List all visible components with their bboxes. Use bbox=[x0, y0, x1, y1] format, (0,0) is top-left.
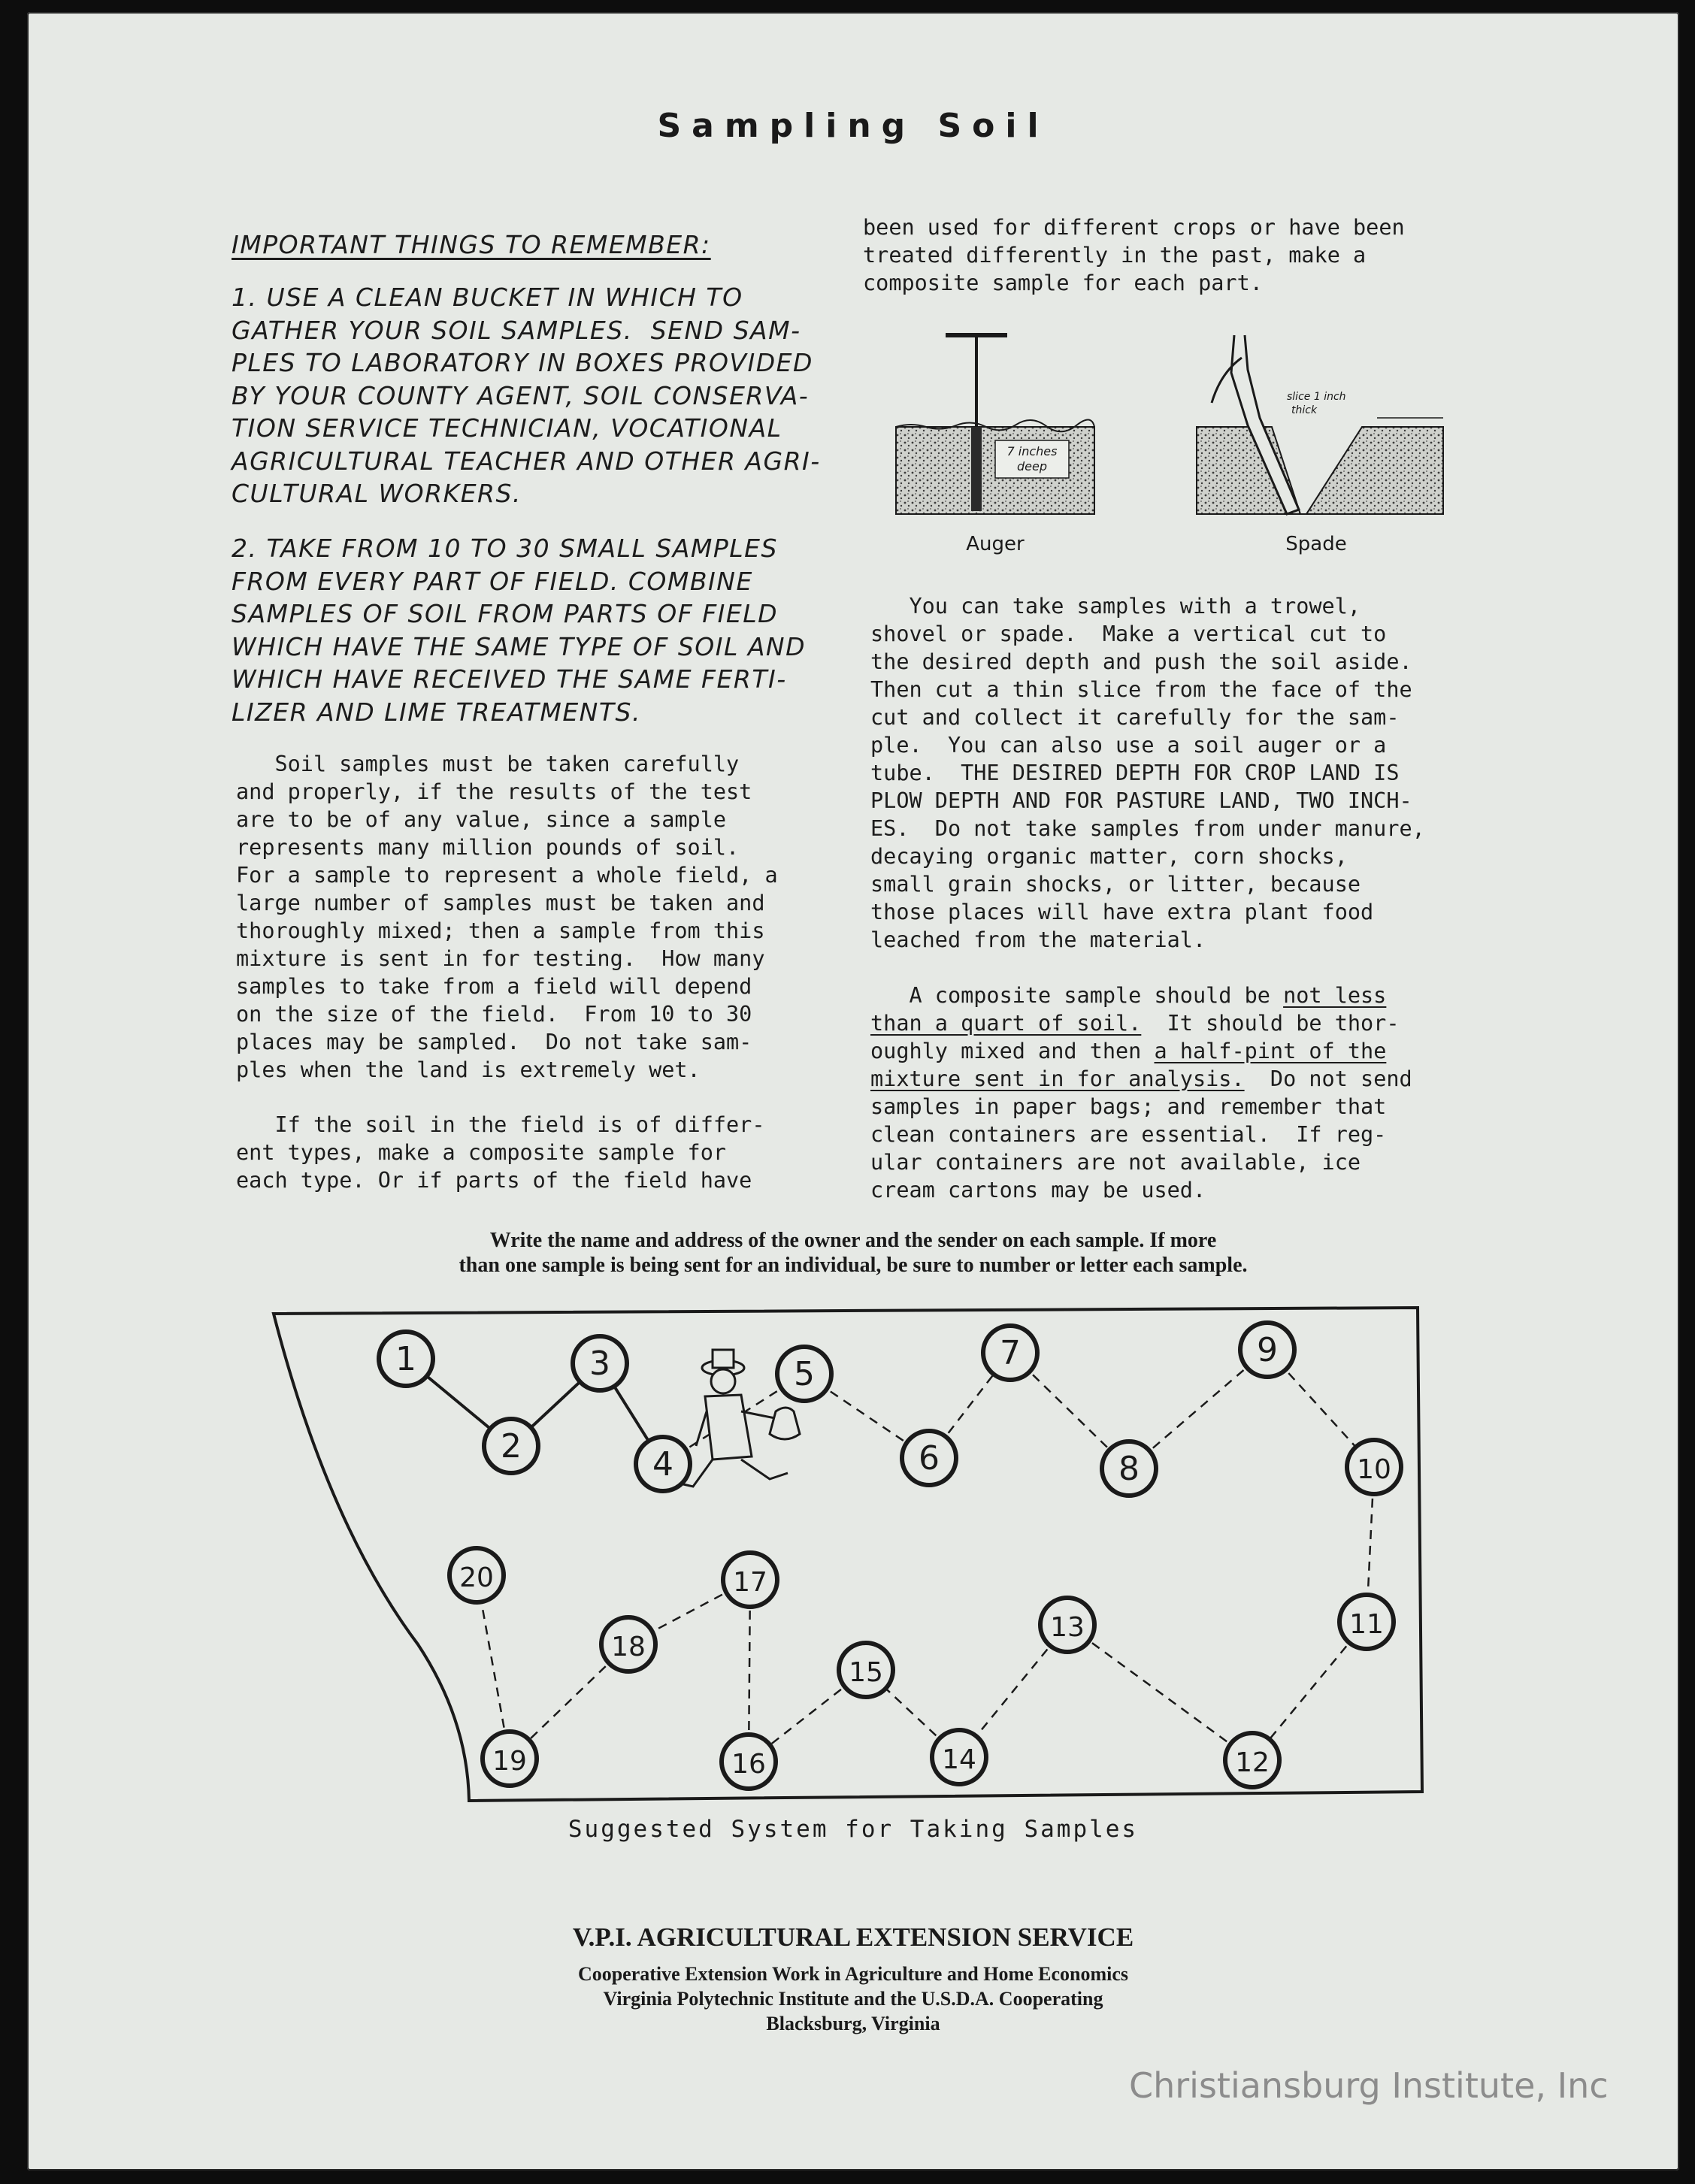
text-line: large number of samples must be taken and bbox=[236, 891, 765, 915]
footer-line-3: Blacksburg, Virginia bbox=[766, 2013, 940, 2034]
taking-samples-paragraph bbox=[870, 592, 1425, 954]
sample-point-10 bbox=[1347, 1440, 1401, 1494]
sample-point-16 bbox=[722, 1735, 776, 1789]
text-line: PLES TO LABORATORY IN BOXES PROVIDED bbox=[232, 348, 813, 377]
remember-heading: IMPORTANT THINGS TO REMEMBER: bbox=[232, 230, 711, 259]
sample-point-label: 20 bbox=[459, 1562, 494, 1593]
sample-point-label: 9 bbox=[1257, 1331, 1278, 1369]
sample-point-label: 15 bbox=[849, 1657, 883, 1688]
sample-point-1 bbox=[379, 1332, 433, 1386]
sample-point-label: 7 bbox=[1000, 1334, 1021, 1372]
text-line: ples when the land is extremely wet. bbox=[236, 1057, 701, 1082]
text-line: ES. Do not take samples from under manure, bbox=[870, 816, 1425, 841]
sample-point-17 bbox=[723, 1553, 777, 1607]
text-line: You can take samples with a trowel, bbox=[870, 594, 1361, 619]
sample-point-13 bbox=[1040, 1598, 1094, 1652]
composite-continued-paragraph bbox=[863, 213, 1405, 297]
text-line: Then cut a thin slice from the face of the bbox=[870, 677, 1412, 702]
sample-point-label: 11 bbox=[1349, 1609, 1384, 1640]
text-line: AGRICULTURAL TEACHER AND OTHER AGRI- bbox=[232, 446, 821, 476]
text-line: shovel or spade. Make a vertical cut to bbox=[870, 622, 1387, 646]
soil-types-paragraph bbox=[236, 1111, 765, 1194]
spade-slice-note-2: thick bbox=[1291, 404, 1318, 416]
sample-point-15 bbox=[839, 1643, 893, 1697]
sample-point-label: 18 bbox=[611, 1632, 646, 1662]
sample-point-label: 13 bbox=[1050, 1612, 1085, 1643]
text-line: those places will have extra plant food bbox=[870, 900, 1374, 924]
text-line: decaying organic matter, corn shocks, bbox=[870, 844, 1348, 869]
sample-point-label: 1 bbox=[395, 1340, 416, 1378]
text-line: clean containers are essential. If reg- bbox=[870, 1122, 1387, 1147]
text-line: PLOW DEPTH AND FOR PASTURE LAND, TWO INCH- bbox=[870, 788, 1412, 813]
sample-point-label: 4 bbox=[652, 1445, 673, 1484]
sample-point-label: 10 bbox=[1357, 1454, 1391, 1485]
emphasized-phrase: mixture sent in for analysis. bbox=[870, 1066, 1245, 1091]
sampling-tools-illustration bbox=[881, 313, 1452, 568]
text-line: been used for different crops or have been bbox=[863, 215, 1405, 240]
auger-depth-note-2: deep bbox=[1017, 459, 1047, 473]
text-line: small grain shocks, or litter, because bbox=[870, 872, 1361, 897]
sample-point-9 bbox=[1240, 1323, 1294, 1377]
text-line: samples in paper bags; and remember that bbox=[870, 1094, 1387, 1119]
text-line: and properly, if the results of the test bbox=[236, 779, 752, 804]
sample-point-4 bbox=[636, 1437, 690, 1491]
item-1-block bbox=[232, 281, 821, 510]
text-line: 2. TAKE FROM 10 TO 30 SMALL SAMPLES bbox=[232, 534, 778, 563]
text-line: mixture is sent in for testing. How many bbox=[236, 946, 765, 971]
sample-point-12 bbox=[1225, 1733, 1279, 1787]
text-line: WHICH HAVE RECEIVED THE SAME FERTI- bbox=[232, 664, 787, 694]
footer-line-2: Virginia Polytechnic Institute and the U.S.D.A. Cooperating bbox=[603, 1988, 1103, 2010]
emphasized-phrase: not less bbox=[1283, 983, 1387, 1008]
text-line: WHICH HAVE THE SAME TYPE OF SOIL AND bbox=[232, 631, 807, 661]
soil-samples-paragraph bbox=[236, 750, 778, 1084]
sample-point-3 bbox=[573, 1336, 627, 1390]
text-line: each type. Or if parts of the field have bbox=[236, 1168, 752, 1193]
sample-point-11 bbox=[1339, 1595, 1394, 1649]
text-line: leached from the material. bbox=[870, 927, 1206, 952]
text-line: cut and collect it carefully for the sam- bbox=[870, 705, 1400, 730]
sample-point-8 bbox=[1102, 1441, 1156, 1496]
sample-point-label: 6 bbox=[919, 1439, 940, 1478]
text-line: A composite sample should be not less bbox=[870, 983, 1387, 1008]
sample-point-5 bbox=[777, 1347, 831, 1401]
field-outline bbox=[274, 1308, 1422, 1801]
sample-point-19 bbox=[483, 1732, 537, 1786]
footer-line-1: Cooperative Extension Work in Agriculture and Home Economics bbox=[577, 1963, 1129, 1985]
sample-point-2 bbox=[484, 1419, 538, 1473]
text-line: on the size of the field. From 10 to 30 bbox=[236, 1002, 752, 1027]
text-line: treated differently in the past, make a bbox=[863, 243, 1367, 268]
auger-depth-note: 7 inches bbox=[1006, 444, 1058, 458]
spade-slice-note: slice 1 inch bbox=[1287, 391, 1346, 403]
text-line: SAMPLES OF SOIL FROM PARTS OF FIELD bbox=[232, 599, 779, 628]
text-line: thoroughly mixed; then a sample from this bbox=[236, 918, 765, 943]
sample-point-label: 8 bbox=[1118, 1450, 1140, 1488]
text-line: 1. USE A CLEAN BUCKET IN WHICH TO bbox=[232, 283, 743, 312]
text-line: tube. THE DESIRED DEPTH FOR CROP LAND IS bbox=[870, 761, 1400, 785]
text-line: samples to take from a field will depend bbox=[236, 974, 752, 999]
auger-label: Auger bbox=[966, 533, 1025, 555]
text-line: GATHER YOUR SOIL SAMPLES. SEND SAM- bbox=[232, 315, 801, 345]
text-line: ular containers are not available, ice bbox=[870, 1150, 1361, 1175]
spade-icon bbox=[1197, 335, 1443, 555]
text-line: are to be of any value, since a sample bbox=[236, 807, 727, 832]
text-line: places may be sampled. Do not take sam- bbox=[236, 1030, 752, 1054]
text-line: mixture sent in for analysis. Do not send bbox=[870, 1066, 1412, 1091]
text-line: If the soil in the field is of differ- bbox=[236, 1112, 765, 1137]
text-line: Soil samples must be taken carefully bbox=[236, 752, 740, 776]
diagram-caption: Suggested System for Taking Samples bbox=[568, 1816, 1139, 1843]
footer-org: V.P.I. AGRICULTURAL EXTENSION SERVICE bbox=[572, 1922, 1134, 1952]
text-line: ple. You can also use a soil auger or a bbox=[870, 733, 1387, 758]
text-line: oughly mixed and then a half-pint of the bbox=[870, 1039, 1387, 1063]
sampling-field-diagram bbox=[253, 1299, 1470, 1825]
sample-point-label: 14 bbox=[942, 1744, 976, 1775]
sample-point-label: 17 bbox=[733, 1567, 767, 1598]
text-line: LIZER AND LIME TREATMENTS. bbox=[232, 697, 641, 727]
text-line: composite sample for each part. bbox=[863, 271, 1263, 295]
page-title: Sampling Soil bbox=[657, 107, 1049, 145]
spade-label: Spade bbox=[1285, 533, 1347, 555]
emphasized-phrase: a half-pint of the bbox=[1154, 1039, 1387, 1063]
sample-point-label: 3 bbox=[589, 1345, 610, 1383]
sample-point-label: 2 bbox=[501, 1427, 522, 1466]
text-line: represents many million pounds of soil. bbox=[236, 835, 740, 860]
sample-point-20 bbox=[449, 1548, 504, 1602]
composite-sample-paragraph bbox=[870, 982, 1412, 1204]
sample-point-label: 5 bbox=[794, 1355, 815, 1393]
auger-icon bbox=[896, 335, 1094, 555]
sample-point-label: 12 bbox=[1235, 1747, 1270, 1778]
sample-point-label: 19 bbox=[492, 1746, 527, 1777]
document-page bbox=[27, 12, 1679, 2170]
labeling-instruction: Write the name and address of the owner and the sender on each sample. If more than one sample is being sent for an individual, be sure to number or letter each sample. bbox=[459, 1229, 1248, 1277]
emphasized-phrase: than a quart of soil. bbox=[870, 1011, 1142, 1036]
sampling-path-segment bbox=[1067, 1625, 1252, 1760]
text-line: ent types, make a composite sample for bbox=[236, 1140, 727, 1165]
sample-point-6 bbox=[902, 1431, 956, 1485]
text-line: cream cartons may be used. bbox=[870, 1178, 1206, 1202]
watermark: Christiansburg Institute, Inc bbox=[1129, 2065, 1609, 2106]
text-line: BY YOUR COUNTY AGENT, SOIL CONSERVA- bbox=[232, 380, 810, 410]
sample-point-14 bbox=[932, 1730, 986, 1784]
text-line: For a sample to represent a whole field, a bbox=[236, 863, 778, 888]
sample-point-label: 16 bbox=[731, 1749, 766, 1780]
item-2-block bbox=[232, 532, 806, 728]
text-line: the desired depth and push the soil aside. bbox=[870, 649, 1412, 674]
text-line: CULTURAL WORKERS. bbox=[232, 479, 522, 508]
sample-point-18 bbox=[601, 1617, 655, 1671]
footer bbox=[27, 1921, 1679, 2036]
sample-point-7 bbox=[983, 1326, 1037, 1380]
text-line: TION SERVICE TECHNICIAN, VOCATIONAL bbox=[232, 413, 782, 443]
text-line: FROM EVERY PART OF FIELD. COMBINE bbox=[232, 566, 753, 596]
text-line: than a quart of soil. It should be thor- bbox=[870, 1011, 1400, 1036]
